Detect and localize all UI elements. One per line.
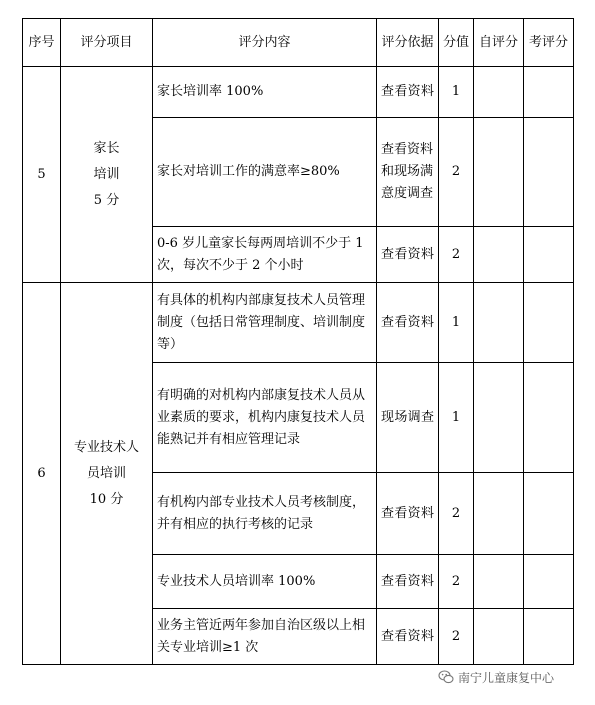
table-row [23, 67, 574, 118]
row-score: 2 [439, 473, 474, 555]
row-score: 1 [439, 363, 474, 473]
row-score: 2 [439, 609, 474, 665]
header-score: 分值 [439, 19, 474, 67]
row-self-score [474, 555, 524, 609]
project-line: 5 分 [93, 192, 120, 208]
row-content: 有具体的机构内部康复技术人员管理制度（包括日常管理制度、培训制度等） [153, 283, 377, 363]
row-exam-score [524, 118, 574, 227]
section-seq: 5 [23, 67, 61, 283]
row-content: 业务主管近两年参加自治区级以上相关专业培训≥1 次 [153, 609, 377, 665]
row-basis: 查看资料和现场满意度调查 [377, 118, 439, 227]
row-score: 2 [439, 227, 474, 283]
row-basis: 查看资料 [377, 227, 439, 283]
project-line: 专业技术人 [73, 439, 139, 455]
row-score: 2 [439, 555, 474, 609]
section-project [61, 283, 153, 665]
row-basis: 查看资料 [377, 283, 439, 363]
header-row [23, 19, 574, 67]
table-row [23, 283, 574, 363]
project-line: 员培训 [86, 465, 126, 481]
row-exam-score [524, 555, 574, 609]
row-exam-score [524, 363, 574, 473]
project-line: 培训 [93, 166, 120, 182]
row-score: 2 [439, 118, 474, 227]
scoring-table [22, 18, 574, 665]
header-project: 评分项目 [61, 19, 153, 67]
row-exam-score [524, 227, 574, 283]
row-content: 专业技术人员培训率 100% [153, 555, 377, 609]
row-content: 家长对培训工作的满意率≥80% [153, 118, 377, 227]
row-content: 家长培训率 100% [153, 67, 377, 118]
row-self-score [474, 283, 524, 363]
row-basis: 现场调查 [377, 363, 439, 473]
row-score: 1 [439, 67, 474, 118]
row-self-score [474, 118, 524, 227]
row-exam-score [524, 609, 574, 665]
row-basis: 查看资料 [377, 473, 439, 555]
header-content: 评分内容 [153, 19, 377, 67]
row-exam-score [524, 473, 574, 555]
row-self-score [474, 609, 524, 665]
row-content: 0-6 岁儿童家长每两周培训不少于 1 次，每次不少于 2 个小时 [153, 227, 377, 283]
row-content: 有明确的对机构内部康复技术人员从业素质的要求，机构内康复技术人员能熟记并有相应管理记录 [153, 363, 377, 473]
row-content: 有机构内部专业技术人员考核制度，并有相应的执行考核的记录 [153, 473, 377, 555]
header-exam-score: 考评分 [524, 19, 574, 67]
row-self-score [474, 227, 524, 283]
watermark-text: 南宁儿童康复中心 [458, 670, 555, 685]
row-basis: 查看资料 [377, 555, 439, 609]
row-exam-score [524, 283, 574, 363]
row-self-score [474, 363, 524, 473]
section-seq: 6 [23, 283, 61, 665]
project-line: 家长 [93, 140, 120, 156]
header-self-score: 自评分 [474, 19, 524, 67]
row-basis: 查看资料 [377, 609, 439, 665]
row-basis: 查看资料 [377, 67, 439, 118]
row-self-score [474, 473, 524, 555]
header-basis: 评分依据 [377, 19, 439, 67]
row-self-score [474, 67, 524, 118]
row-score: 1 [439, 283, 474, 363]
wechat-icon [438, 669, 454, 685]
section-project [61, 67, 153, 283]
row-exam-score [524, 67, 574, 118]
project-line: 10 分 [89, 491, 124, 507]
watermark [438, 667, 554, 687]
header-seq: 序号 [23, 19, 61, 67]
